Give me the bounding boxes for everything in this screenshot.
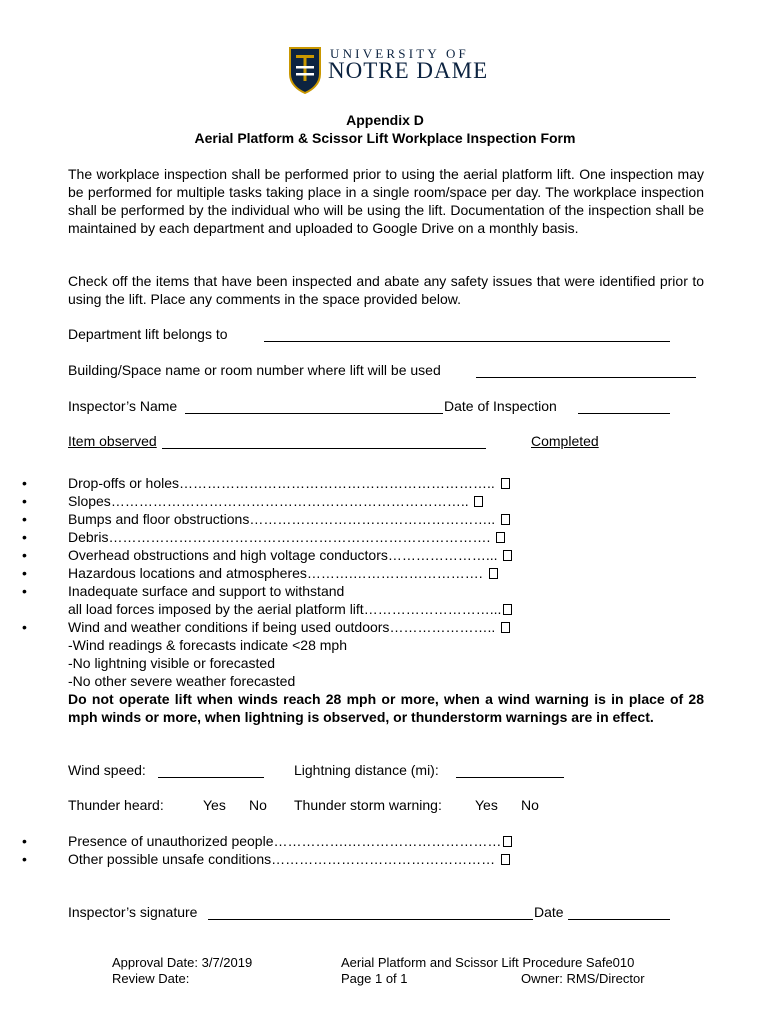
shield-icon xyxy=(288,46,322,94)
wind-note: -Wind readings & forecasts indicate <28 mph xyxy=(68,637,347,653)
form-title: Aerial Platform & Scissor Lift Workplace Inspection Form xyxy=(194,130,576,146)
bullet: • xyxy=(22,851,27,867)
checklist-item: Other possible unsafe conditions………………………………………… xyxy=(68,851,510,867)
university-logo xyxy=(288,46,489,94)
wind-warning: Do not operate lift when winds reach 28 mph or more, when a wind warning is in place of 28 mph winds or more, when lightning is observed, or thunderstorm warnings are in effect. xyxy=(68,691,704,725)
instructions-paragraph: Check off the items that have been inspected and abate any safety issues that were identified prior to using the lift. Place any comments in the space provided below. xyxy=(68,273,704,307)
storm-warning-label: Thunder storm warning: xyxy=(294,797,442,813)
checklist-item: Drop-offs or holes………………………………………………………….. xyxy=(68,475,510,491)
building-label: Building/Space name or room number where lift will be used xyxy=(68,362,441,378)
bullet: • xyxy=(22,547,27,563)
date-inspection-input-line[interactable] xyxy=(578,413,670,414)
inspector-name-label: Inspector’s Name xyxy=(68,398,178,414)
bullet: • xyxy=(22,529,27,545)
wind-speed-input-line[interactable] xyxy=(158,777,264,778)
notre-dame-text: NOTRE DAME xyxy=(328,58,489,83)
bullet: • xyxy=(22,565,27,581)
item-observed-underline xyxy=(162,448,486,449)
review-date: Review Date: xyxy=(112,971,190,986)
page-number: Page 1 of 1 xyxy=(341,971,408,986)
lightning-distance-label: Lightning distance (mi): xyxy=(294,762,439,778)
date-inspection-label: Date of Inspection xyxy=(444,398,557,414)
appendix-label: Appendix D xyxy=(346,112,424,128)
intro-paragraph: The workplace inspection shall be performed prior to using the aerial platform lift. One inspection may be performed for multiple tasks taking place in a single room/space per day. The workplace inspection shall be performed by the individual who will be using the lift. Documentation of the inspection shall be maintained by each department and uploaded to Google Drive on a monthly basis. xyxy=(68,166,704,236)
checklist-item: Hazardous locations and atmospheres……….………………………. xyxy=(68,565,498,581)
checklist-item: Presence of unauthorized people…………….…………………………… xyxy=(68,833,512,849)
checkbox[interactable] xyxy=(474,496,483,507)
checkbox[interactable] xyxy=(501,478,510,489)
inspector-signature-label: Inspector’s signature xyxy=(68,904,198,920)
checklist-item: all load forces imposed by the aerial platform lift………………………... xyxy=(68,601,512,617)
signature-input-line[interactable] xyxy=(208,919,533,920)
storm-no-option[interactable]: No xyxy=(521,797,539,813)
checklist-item: Debris………………………………………………………………………. xyxy=(68,529,505,545)
department-input-line[interactable] xyxy=(264,341,670,342)
checkbox[interactable] xyxy=(503,836,512,847)
approval-date: Approval Date: 3/7/2019 xyxy=(112,955,253,970)
completed-header: Completed xyxy=(531,433,599,449)
bullet: • xyxy=(22,493,27,509)
lightning-distance-input-line[interactable] xyxy=(456,777,564,778)
thunder-heard-label: Thunder heard: xyxy=(68,797,164,813)
wind-note: -No lightning visible or forecasted xyxy=(68,655,275,671)
checkbox[interactable] xyxy=(503,550,512,561)
checkbox[interactable] xyxy=(496,532,505,543)
checklist-item: Bumps and floor obstructions…………………………………………….. xyxy=(68,511,510,527)
building-input-line[interactable] xyxy=(476,377,696,378)
bullet: • xyxy=(22,583,27,599)
procedure-id: Aerial Platform and Scissor Lift Procedure Safe010 xyxy=(341,955,635,970)
storm-yes-option[interactable]: Yes xyxy=(475,797,498,813)
checkbox[interactable] xyxy=(501,514,510,525)
bullet: • xyxy=(22,833,27,849)
inspector-name-input-line[interactable] xyxy=(185,413,443,414)
checklist-item: Overhead obstructions and high voltage conductors…………………... xyxy=(68,547,512,563)
checklist-item: Slopes………………………………………………………………….. xyxy=(68,493,483,509)
signature-date-label: Date xyxy=(534,904,564,920)
thunder-no-option[interactable]: No xyxy=(249,797,267,813)
bullet: • xyxy=(22,475,27,491)
university-of-text: UNIVERSITY OF xyxy=(330,46,469,61)
checkbox[interactable] xyxy=(503,604,512,615)
bullet: • xyxy=(22,619,27,635)
checklist-item: Wind and weather conditions if being used outdoors………………….. xyxy=(68,619,510,635)
wind-note: -No other severe weather forecasted xyxy=(68,673,296,689)
bullet: • xyxy=(22,511,27,527)
checkbox[interactable] xyxy=(501,854,510,865)
checkbox[interactable] xyxy=(501,622,510,633)
checkbox[interactable] xyxy=(489,568,498,579)
signature-date-input-line[interactable] xyxy=(568,919,670,920)
wind-speed-label: Wind speed: xyxy=(68,762,146,778)
item-observed-header: Item observed xyxy=(68,433,157,449)
department-label: Department lift belongs to xyxy=(68,326,228,342)
checklist-item: Inadequate surface and support to withstand xyxy=(68,583,345,599)
thunder-yes-option[interactable]: Yes xyxy=(203,797,226,813)
owner: Owner: RMS/Director xyxy=(521,971,645,986)
